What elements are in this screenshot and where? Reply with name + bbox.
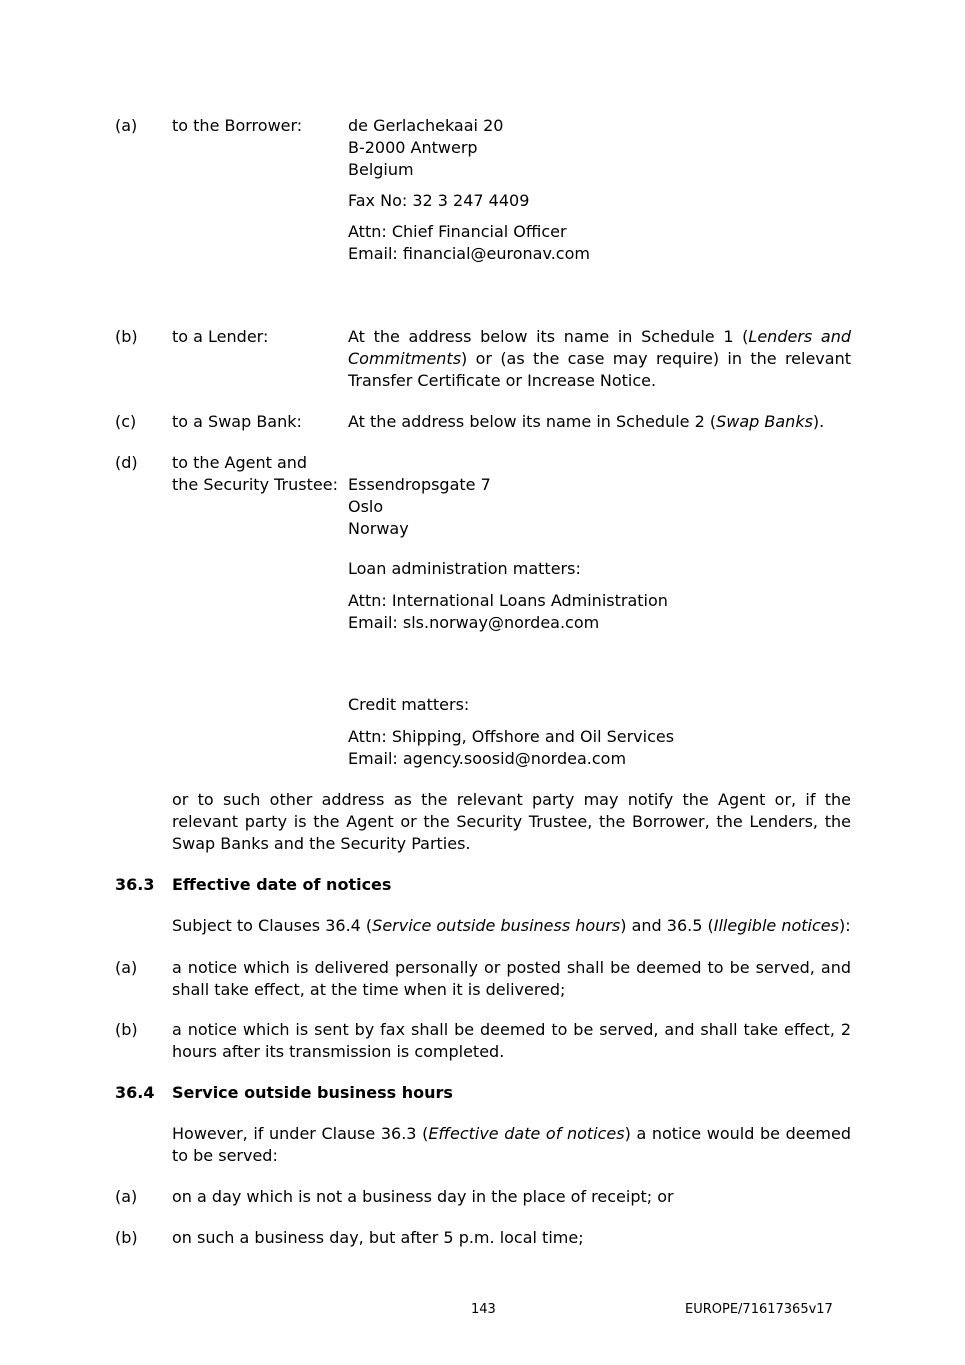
loan-admin-contact: [348, 590, 851, 634]
loan-admin-heading: Loan administration matters:: [348, 559, 581, 578]
loan-admin-attn: Attn: International Loans Administration: [348, 591, 668, 610]
address-line: B-2000 Antwerp: [348, 138, 478, 157]
document-reference: EUROPE/71617365v17: [685, 1302, 833, 1317]
list-item: on such a business day, but after 5 p.m. local time;: [172, 1228, 584, 1247]
borrower-fax: Fax No: 32 3 247 4409: [348, 191, 530, 210]
borrower-address: [348, 115, 851, 181]
agent-address: [348, 474, 851, 540]
address-line: Belgium: [348, 160, 414, 179]
item-label: (b): [115, 1020, 138, 1039]
agent-party: to the Agent and the Security Trustee:: [172, 453, 338, 494]
borrower-contact: [348, 221, 851, 265]
credit-heading: Credit matters:: [348, 695, 470, 714]
section-number: 36.4: [115, 1083, 155, 1102]
swap-bank-schedule-ref: Swap Banks: [716, 412, 813, 431]
section-number: 36.3: [115, 875, 155, 894]
credit-contact: [348, 726, 851, 770]
section-title: Effective date of notices: [172, 875, 392, 894]
list-item: a notice which is delivered personally or posted shall be deemed to be served, and shall take effect, at the time when it is delivered;: [172, 958, 851, 999]
address-line: Norway: [348, 519, 409, 538]
item-label-b: (b): [115, 327, 138, 346]
lender-party: to a Lender:: [172, 327, 269, 346]
item-label: (a): [115, 958, 138, 977]
credit-attn: Attn: Shipping, Offshore and Oil Services: [348, 727, 675, 746]
item-label: (b): [115, 1228, 138, 1247]
swap-bank-address-text: At the address below its name in Schedule 2 (Swap Banks).: [348, 412, 825, 431]
lender-address-text: At the address below its name in Schedule 1 (Lenders and Commitments) or (as the case may require) in the relevant Transfer Certificate or Increase Notice.: [348, 327, 852, 390]
borrower-party: to the Borrower:: [172, 116, 303, 135]
section-title: Service outside business hours: [172, 1083, 453, 1102]
item-label: (a): [115, 1187, 138, 1206]
address-line: de Gerlachekaai 20: [348, 116, 504, 135]
item-label-c: (c): [115, 412, 137, 431]
list-item: a notice which is sent by fax shall be deemed to be served, and shall take effect, 2 hours after its transmission is completed.: [172, 1020, 851, 1061]
other-address-paragraph: or to such other address as the relevant party may notify the Agent or, if the relevant party is the Agent or the Security Trustee, the Borrower, the Lenders, the Swap Banks and the Security Parties.: [172, 790, 851, 853]
section-intro: However, if under Clause 36.3 (Effective date of notices) a notice would be deemed to be served:: [172, 1124, 852, 1165]
section-intro: Subject to Clauses 36.4 (Service outside business hours) and 36.5 (Illegible notices):: [172, 916, 851, 935]
borrower-email: Email: financial@euronav.com: [348, 244, 590, 263]
list-item: on a day which is not a business day in the place of receipt; or: [172, 1187, 674, 1206]
item-label-a: (a): [115, 116, 138, 135]
loan-admin-email: Email: sls.norway@nordea.com: [348, 613, 600, 632]
swap-bank-party: to a Swap Bank:: [172, 412, 302, 431]
lender-schedule-ref: Lenders and Commitments: [348, 327, 852, 368]
credit-email: Email: agency.soosid@nordea.com: [348, 749, 627, 768]
page-number: 143: [471, 1302, 496, 1317]
address-line: Oslo: [348, 497, 384, 516]
borrower-attn: Attn: Chief Financial Officer: [348, 222, 567, 241]
address-line: Essendropsgate 7: [348, 475, 491, 494]
item-label-d: (d): [115, 453, 138, 472]
